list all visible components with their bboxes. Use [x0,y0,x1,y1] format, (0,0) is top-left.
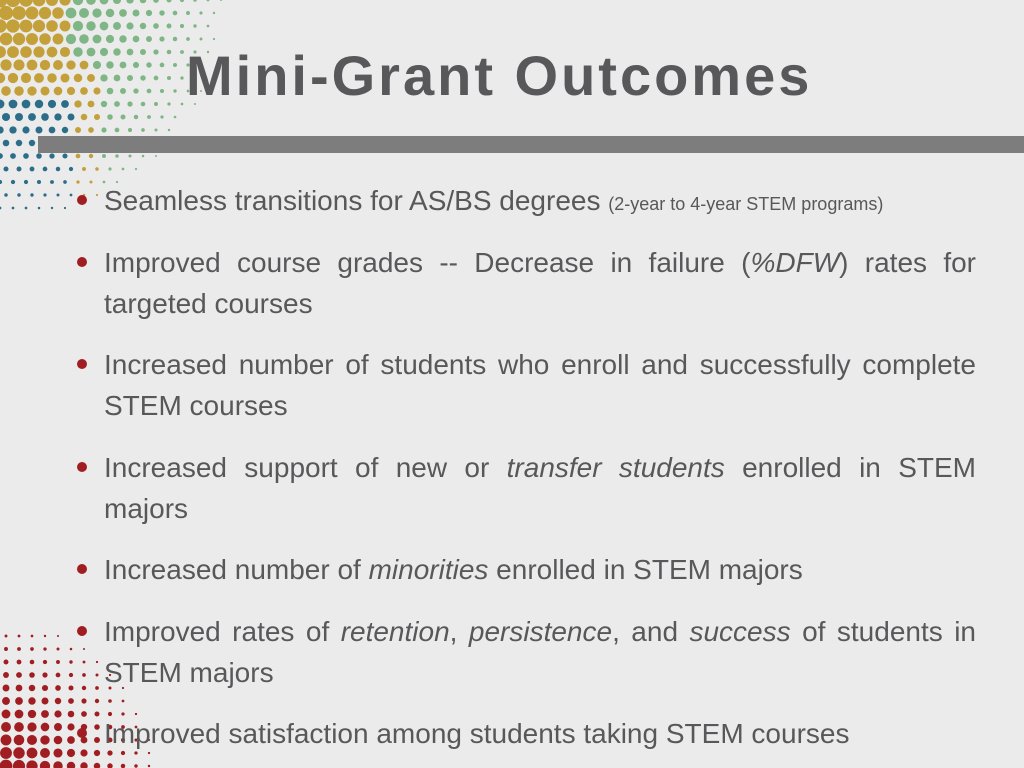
slide-title: Mini-Grant Outcomes [186,44,813,107]
bullet-dot-icon [77,462,87,472]
emphasis: transfer students [506,452,725,483]
bullet-dot-icon [77,728,87,738]
bullet-item: Increased number of minorities enrolled in STEM majors [104,549,976,590]
bullet-item: Seamless transitions for AS/BS degrees (2-year to 4-year STEM programs) [104,180,976,225]
bullet-dot-icon [77,257,87,267]
bullet-item: Increased number of students who enroll and successfully complete STEM courses [104,344,976,426]
bullet-item: Increased support of new or transfer students enrolled in STEM majors [104,447,976,529]
bullet-item: Improved satisfaction among students taking STEM courses [104,713,976,754]
bullet-note: (2-year to 4-year STEM programs) [608,194,884,214]
emphasis: %DFW [750,247,840,278]
emphasis: minorities [368,554,489,585]
emphasis: retention [340,616,450,647]
bullet-item: Improved course grades -- Decrease in failure (%DFW) rates for targeted courses [104,242,976,324]
bullet-dot-icon [77,195,87,205]
bullet-dot-icon [77,626,87,636]
bullet-dot-icon [77,564,87,574]
emphasis: persistence [468,616,613,647]
bullet-dot-icon [77,359,87,369]
bullet-item: Improved rates of retention, persistence, and success of students in STEM majors [104,611,976,693]
emphasis: success [689,616,791,647]
